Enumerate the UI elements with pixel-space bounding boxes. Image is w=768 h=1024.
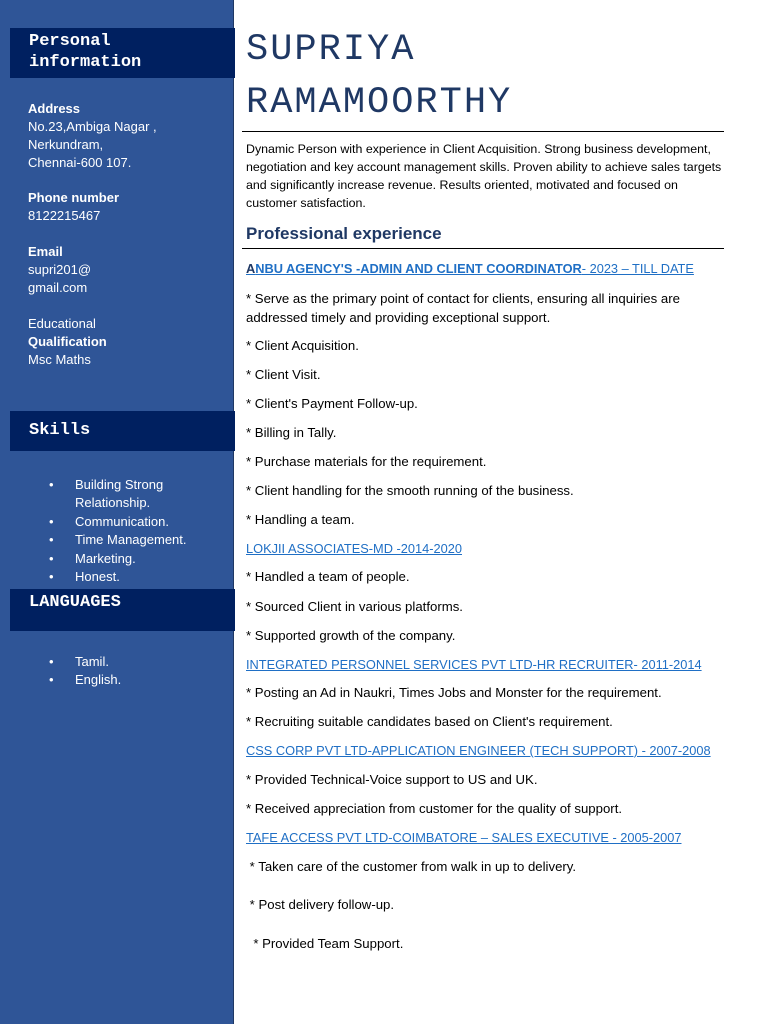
list-item: • Marketing.: [28, 550, 228, 568]
skills-heading-text: Skills: [29, 421, 91, 440]
job-title-dates: - 2023 – TILL DATE: [581, 261, 694, 276]
personal-info-heading-line2: information: [29, 53, 142, 72]
education-label: Educational: [28, 316, 96, 331]
job-bullet: * Received appreciation from customer for the quality of support.: [246, 801, 623, 816]
address-line: No.23,Ambiga Nagar ,: [28, 119, 157, 134]
languages-heading-text: LANGUAGES: [29, 593, 121, 612]
email-block: [28, 243, 228, 297]
job-bullet: * Handling a team.: [246, 512, 355, 527]
job-bullet: * Recruiting suitable candidates based on Client's requirement.: [246, 714, 613, 729]
list-item: • Building Strong: [28, 476, 228, 494]
skills-heading: [10, 411, 235, 451]
list-item: • Honest.: [28, 568, 228, 586]
job-bullet: * Client's Payment Follow-up.: [246, 396, 418, 411]
name-first: SUPRIYA: [246, 29, 416, 71]
job-bullet: * Posting an Ad in Naukri, Times Jobs and Monster for the requirement.: [246, 685, 662, 700]
name-last: RAMAMOORTHY: [246, 82, 513, 124]
job-bullet: * Supported growth of the company.: [246, 628, 456, 643]
email-line: gmail.com: [28, 280, 88, 295]
experience-heading: Professional experience: [246, 224, 442, 243]
email-line: supri201@: [28, 262, 92, 277]
name-divider: [242, 131, 724, 132]
job-bullet: * Client Acquisition.: [246, 338, 359, 353]
job-title-link[interactable]: INTEGRATED PERSONNEL SERVICES PVT LTD-HR RECRUITER- 2011-2014: [246, 657, 702, 672]
job-title-link[interactable]: [246, 260, 724, 278]
phone-label: Phone number: [28, 190, 120, 205]
job-bullet: * Sourced Client in various platforms.: [246, 599, 463, 614]
education-value: Msc Maths: [28, 352, 91, 367]
address-block: [28, 100, 228, 172]
phone-value: 8122215467: [28, 208, 101, 223]
job-bullet: * Provided Team Support.: [246, 936, 404, 951]
list-item: Relationship.: [75, 495, 151, 511]
sidebar-divider: [233, 0, 234, 1024]
list-item: • English.: [28, 671, 228, 689]
address-line: Nerkundram,: [28, 137, 104, 152]
job-bullet: * Post delivery follow-up.: [246, 897, 395, 912]
job-bullet: * Purchase materials for the requirement.: [246, 454, 487, 469]
address-line: Chennai-600 107.: [28, 155, 132, 170]
experience-divider: [242, 248, 724, 249]
email-label: Email: [28, 244, 63, 259]
languages-heading: [10, 589, 235, 631]
education-block: [28, 315, 228, 369]
languages-list: [28, 653, 228, 690]
job-bullet: * Taken care of the customer from walk in up to delivery.: [246, 859, 577, 874]
job-bullet: * Billing in Tally.: [246, 425, 337, 440]
phone-block: [28, 189, 228, 225]
personal-info-heading: [10, 28, 235, 78]
education-label: Qualification: [28, 334, 107, 349]
list-item: • Tamil.: [28, 653, 228, 671]
address-label: Address: [28, 101, 81, 116]
job-bullet: * Client handling for the smooth running of the business.: [246, 483, 574, 498]
personal-info-heading-line1: Personal: [29, 32, 111, 51]
profile-summary: Dynamic Person with experience in Client Acquisition. Strong business development, negotiation and key account management skills. Proven ability to achieve sales targets and significantly increase revenue. Results oriented, motivated and focused on customer satisfaction.: [246, 142, 722, 210]
job-title-link[interactable]: LOKJII ASSOCIATES-MD -2014-2020: [246, 541, 462, 556]
job-bullet: * Serve as the primary point of contact for clients, ensuring all inquiries are addressed timely and providing exceptional support.: [246, 291, 680, 325]
list-item: • Time Management.: [28, 531, 228, 549]
list-item: • Communication.: [28, 513, 228, 531]
job-title-initial: A: [246, 261, 256, 276]
job-title-link[interactable]: CSS CORP PVT LTD-APPLICATION ENGINEER (TECH SUPPORT) - 2007-2008: [246, 743, 711, 758]
job-title-bold: NBU AGENCY'S -ADMIN AND CLIENT COORDINATOR: [255, 261, 582, 276]
job-bullet: * Handled a team of people.: [246, 569, 410, 584]
job-bullet: * Provided Technical-Voice support to US and UK.: [246, 772, 538, 787]
skills-list: [28, 476, 228, 586]
job-bullet: * Client Visit.: [246, 367, 321, 382]
job-title-link[interactable]: TAFE ACCESS PVT LTD-COIMBATORE – SALES EXECUTIVE - 2005-2007: [246, 830, 682, 845]
